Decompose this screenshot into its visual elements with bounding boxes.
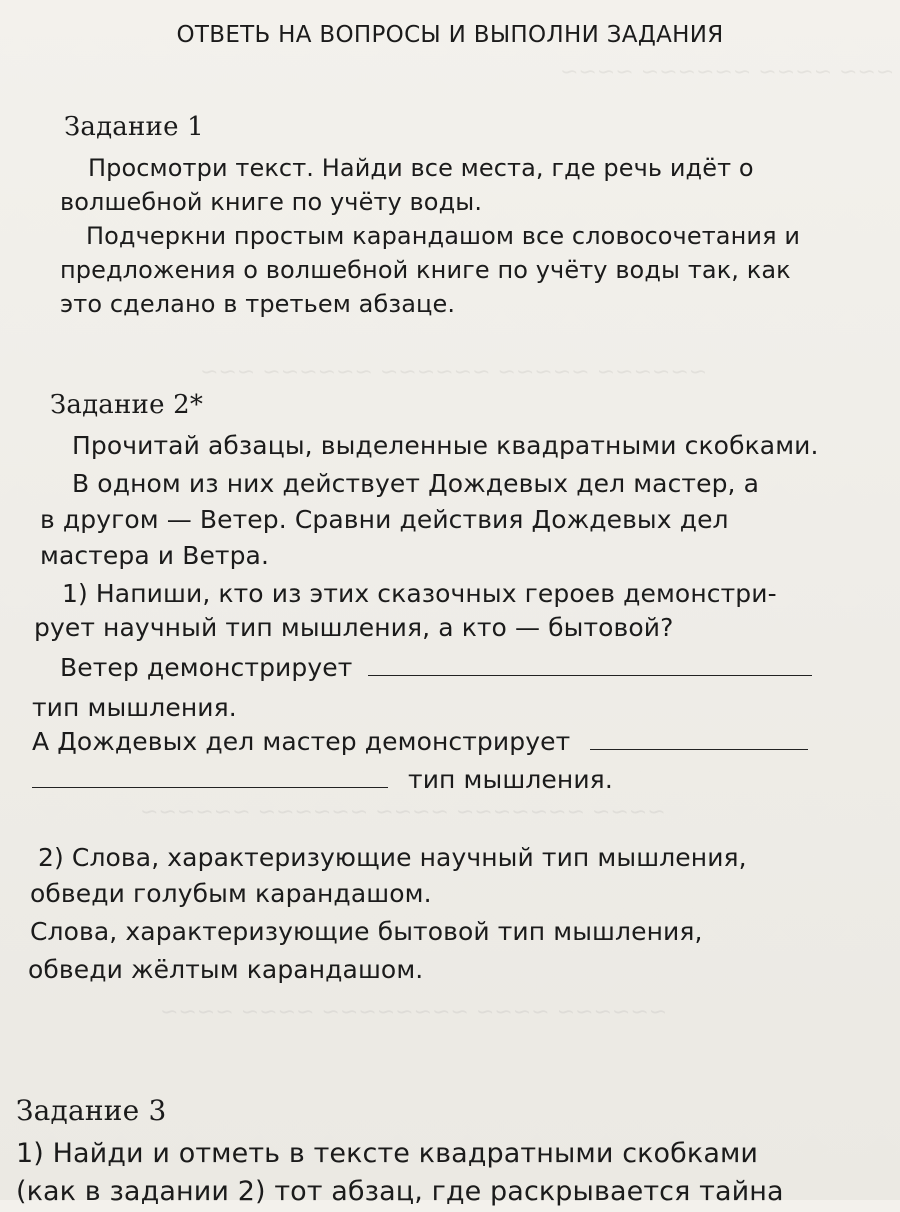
page-heading: ОТВЕТЬ НА ВОПРОСЫ И ВЫПОЛНИ ЗАДАНИЯ <box>176 22 724 48</box>
task-2-title: Задание 2* <box>50 390 204 420</box>
bleed-through-texture: ~~~~ ~~~~~~~ ~~~~ ~~~~~~ ~~~~~~ <box>140 800 666 825</box>
task-2-line: 1) Напиши, кто из этих сказочных героев демонстри- <box>62 579 777 608</box>
answer-blank-rain[interactable] <box>590 727 808 750</box>
answer-line-rain <box>32 722 808 762</box>
task-1-line: это сделано в третьем абзаце. <box>60 290 456 318</box>
task-2-line: рует научный тип мышления, а кто — бытовой? <box>34 613 674 642</box>
task-1-line: волшебной книге по учёту воды. <box>60 188 483 216</box>
task-3-title: Задание 3 <box>16 1094 167 1127</box>
answer-blank-wind[interactable] <box>368 653 812 676</box>
task-2-line: мастера и Ветра. <box>40 541 270 570</box>
answer-rain-label: А Дождевых дел мастер демонстрирует <box>32 727 571 756</box>
answer-blank-rain-cont[interactable] <box>32 765 388 788</box>
bleed-through-texture: ~~~~~~ ~~~~~ ~~~~~~ ~~~~~~ ~~~ <box>200 360 708 385</box>
task-2-line: в другом — Ветер. Сравни действия Дождевых дел <box>40 505 729 534</box>
task-2-line: Прочитай абзацы, выделенные квадратными скобками. <box>72 431 819 460</box>
answer-line-rain-cont <box>32 760 613 800</box>
thinking-type-label: тип мышления. <box>32 693 237 722</box>
answer-line-wind <box>60 648 812 688</box>
task-2-part2-line: обведи голубым карандашом. <box>30 879 432 908</box>
task-2-part2-line: обведи жёлтым карандашом. <box>28 955 424 984</box>
thinking-type-label-2: тип мышления. <box>408 765 613 794</box>
bleed-through-texture: ~~~~~~ ~~~~ ~~~~~~~~ ~~~~ ~~~~ <box>160 1000 668 1025</box>
bleed-through-texture: ~~~ ~~~~ ~~~~~~ ~~~~ <box>560 60 895 85</box>
task-3-line: 1) Найди и отметь в тексте квадратными скобками <box>16 1138 759 1169</box>
task-3-line: (как в задании 2) тот абзац, где раскрывается тайна <box>16 1176 784 1207</box>
task-2-line: В одном из них действует Дождевых дел мастер, а <box>72 469 760 498</box>
task-2-part2-line: Слова, характеризующие бытовой тип мышления, <box>30 917 703 946</box>
task-1-line: Подчеркни простым карандашом все словосочетания и <box>86 222 801 250</box>
task-1-title: Задание 1 <box>64 112 204 142</box>
task-1-line: Просмотри текст. Найди все места, где речь идёт о <box>88 154 754 182</box>
task-2-part2-line: 2) Слова, характеризующие научный тип мышления, <box>38 843 747 872</box>
answer-wind-label: Ветер демонстрирует <box>60 653 353 682</box>
task-1-line: предложения о волшебной книге по учёту воды так, как <box>60 256 791 284</box>
